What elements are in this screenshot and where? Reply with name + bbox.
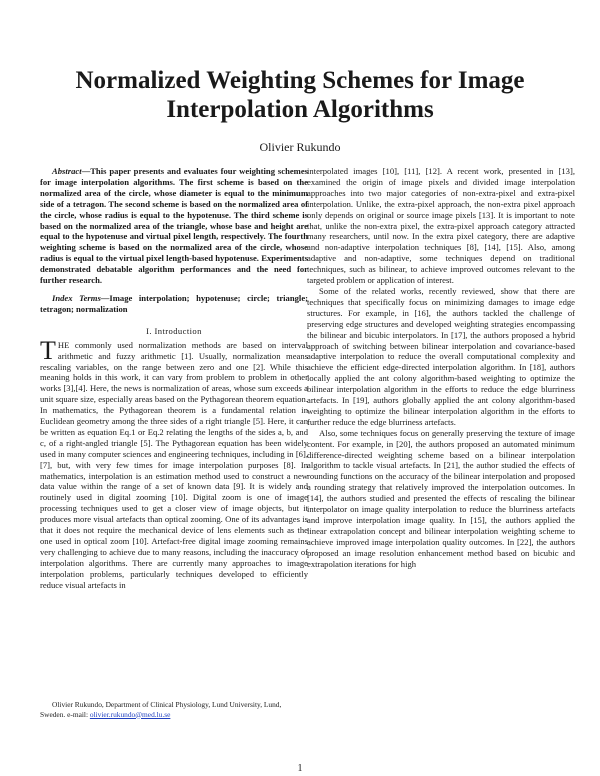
right-column bbox=[307, 166, 575, 570]
author-name: Olivier Rukundo bbox=[259, 140, 341, 154]
right-paragraph-2: Some of the related works, recently reviewed, show that there are techniques that specifically focus on minimizing damages to image edge structures. For example, in [16], the authors tackled the challenge of preserving edge structures and developed weighting strategies encompassing the bilinear and bicubic interpolators. In [17], the authors proposed a hybrid approach of switching between bilinear interpolation and covariance-based adaptive interpolation to reduce the overall computational complexity and achieve the efficient edge-directed interpolation algorithm. In [18], authors locally applied the ant colony algorithm-based weighting to optimize the bilinear interpolation algorithm in the efforts to reduce the edge blurriness artefacts. In [19], authors globally applied the ant colony algorithm-based weighting to optimize the bilinear interpolation algorithm in the efforts to further reduce the edge blurriness artefacts. bbox=[307, 285, 575, 427]
abstract-label: Abstract bbox=[52, 166, 82, 176]
drop-cap: T bbox=[40, 335, 56, 365]
title-line-1: Normalized Weighting Schemes for Image bbox=[75, 67, 525, 94]
author-footnote bbox=[40, 700, 308, 719]
section-heading-introduction: I. Introduction bbox=[146, 325, 202, 336]
right-paragraph-3: Also, some techniques focus on generally preserving the texture of image content. For example, in [20], the authors proposed an automated minimum difference-directed weighting scheme based on a bilinear interpolation algorithm to tackle visual artefacts. In [21], the author studied the effects of rounding functions on the accuracy of the bilinear interpolation and proposed a rounding strategy that relatively improved the interpolation outcomes. In [14], the authors studied and presented the effects of rescaling the bilinear interpolator on image quality interpolation to reduce the blurriness artefacts and improve interpolation image quality. In [15], the authors applied the linear extrapolation concept and bilinear interpolation weighting scheme to achieve improved image interpolation quality outcomes. In [22], the authors proposed an image resolution enhancement method based on bicubic and extrapolation iterations for high bbox=[307, 427, 575, 569]
index-terms-label: Index Terms bbox=[52, 292, 101, 303]
page-number: 1 bbox=[297, 763, 303, 774]
left-column bbox=[40, 166, 308, 591]
footnote-text: Olivier Rukundo, Department of Clinical Physiology, Lund University, Lund, Sweden. e-mail: bbox=[40, 700, 282, 719]
abstract bbox=[40, 166, 308, 286]
title-line-2: Interpolation Algorithms bbox=[166, 96, 434, 123]
author-email-link[interactable]: olivier.rukundo@med.lu.se bbox=[89, 709, 171, 719]
paper-title bbox=[0, 66, 600, 124]
index-terms bbox=[40, 293, 308, 315]
abstract-text: —This paper presents and evaluates four weighting schemes for image interpolation algorithms. The first scheme is based on the normalized area of the circle, whose diameter is equal to the minimum side of a tetragon. The second scheme is based on the normalized area of the circle, whose radius is equal to the hypotenuse. The third scheme is based on the normalized area of the triangle, whose base and height are equal to the hypotenuse and virtual pixel length, respectively. The fourth weighting scheme is based on the normalized area of the circle, whose radius is equal to the virtual pixel length-based hypotenuse. Experiments demonstrated debatable algorithm performances and the need for further research. bbox=[40, 166, 308, 286]
right-paragraph-1: interpolated images [10], [11], [12]. A recent work, presented in [13], examined the origin of image pixels and divided image interpolation approaches into two major categories of non-extra-pixel and extra-pixel interpolation. Unlike, the extra-pixel approach, the non-extra pixel approach only depends on original or source image pixels [13]. It is important to note that, unlike the non-extra pixel, the extra-pixel approach category attracted many researchers, until now. In the extra pixel category, there are adaptive and non-adaptive interpolation techniques [8], [14], [15]. Also, among adaptive and non-adaptive, some techniques depend on traditional techniques, such as bilinear, to achieve improved outcomes relevant to the targeted problem or application of interest. bbox=[307, 166, 575, 286]
intro-paragraph-text: HE commonly used normalization methods are based on interval arithmetic and fuzzy arithmetic [1]. Usually, normalization means rescaling variables, on the range between zero and one [2]. While this meaning holds in this work, it can vary from problem to problem in other works [3],[4]. Here, the news is normalization of areas, whose sum exceeds a unit square size, especially areas based on the Pythagorean theorem equation. In mathematics, the Pythagorean theorem is a fundamental relation in Euclidean geometry among the three sides of a right triangle [5]. Here, it can be written as equation Eq.1 or Eq.2 relating the lengths of the sides a, b, and c, of a right-angled triangle [5]. The Pythagorean equation has been widely used in many computer sciences and engineering techniques, including in [6], [7], but, with very few times for image interpolation purposes [8]. In mathematics, interpolation is an estimation method used to construct a new data value within the range of a set of known data [9]. It is widely and routinely used in digital zooming [10]. Digital zoom is one of image processing techniques used to get a closer view of image objects, but it produces more visual artefacts than optical zooming. One of its advantages is that it does not require the mechanical device of lens elements such as the one used in optical zoom [10]. Artefact-free digital image zooming remains very challenging to achieve due to many reasons, including the inaccuracy of interpolation algorithms. There are currently many approaches to image interpolation problems, particularly techniques developed to efficiently reduce visual artefacts in bbox=[40, 339, 308, 590]
intro-paragraph bbox=[40, 335, 308, 591]
index-terms-text: —Image interpolation; hypotenuse; circle; triangle; tetragon; normalization bbox=[40, 292, 308, 314]
